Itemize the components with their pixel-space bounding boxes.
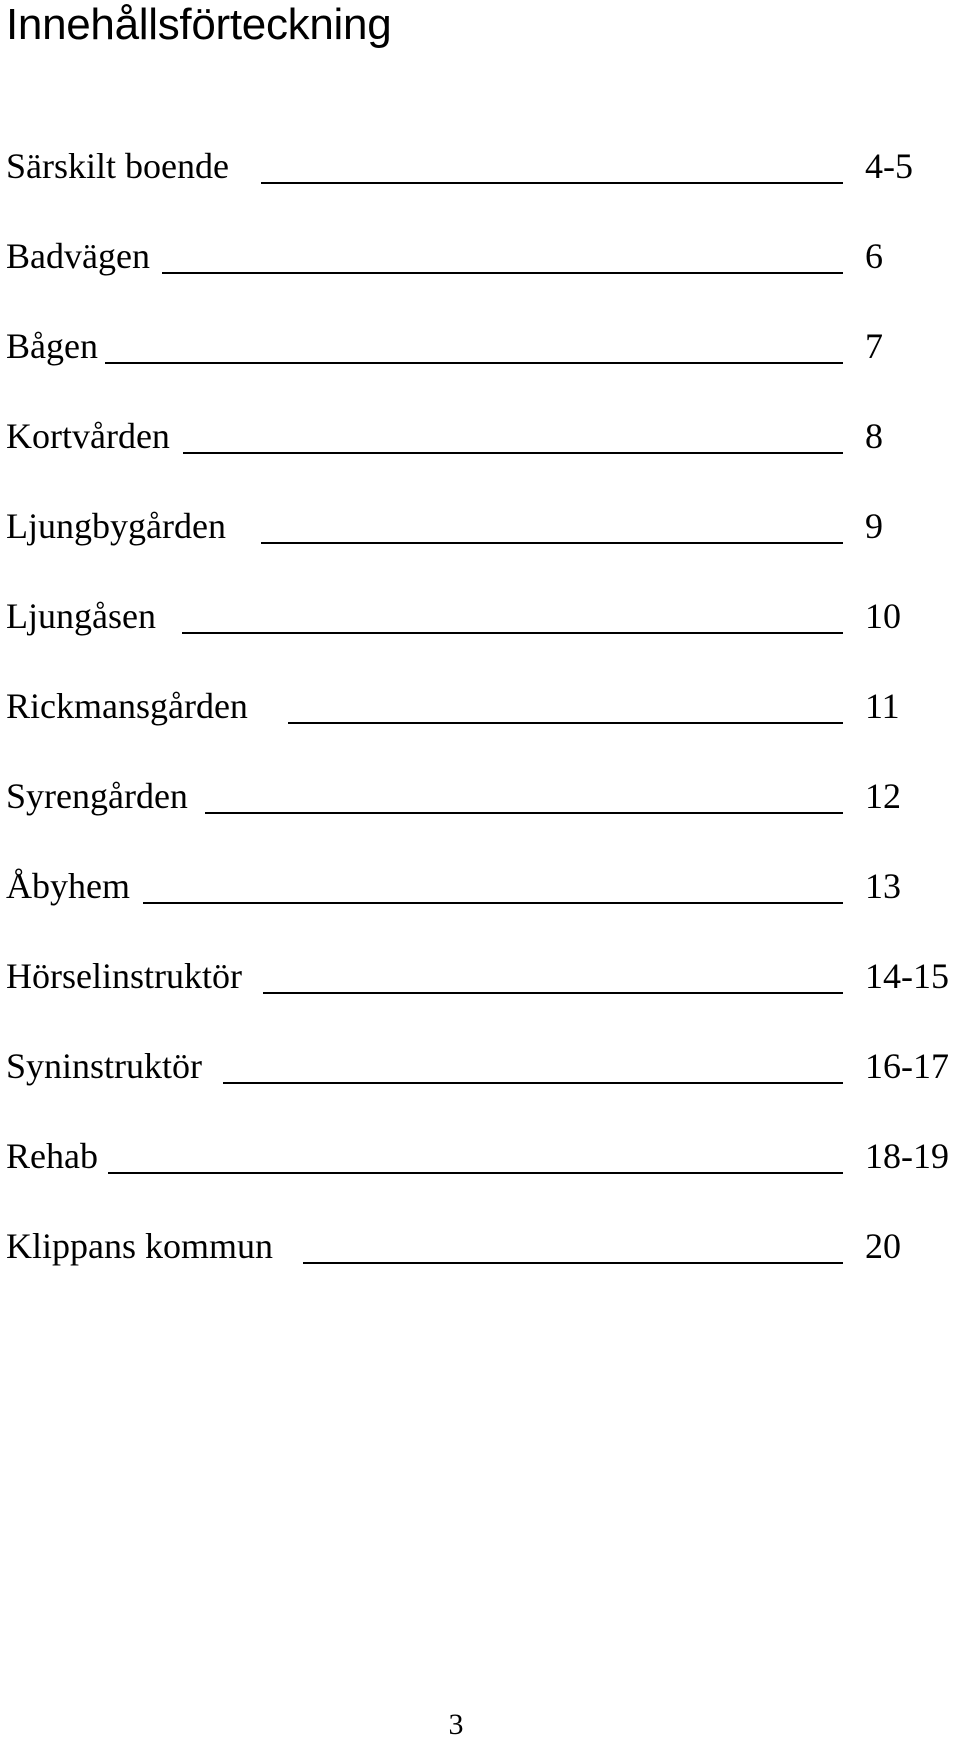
toc-entry-label: Bågen (6, 326, 98, 366)
toc-entry-label: Ljungåsen (6, 596, 156, 636)
toc-entry-label: Syninstruktör (6, 1046, 203, 1086)
toc-entry-page: 20 (865, 1226, 901, 1266)
toc-entry-page: 4-5 (865, 146, 913, 186)
toc-entry-page: 10 (865, 596, 901, 636)
toc-leader-line (261, 542, 843, 544)
toc-entry-label: Rickmansgården (6, 686, 248, 726)
toc-entry-syninstruktor (0, 1046, 960, 1096)
toc-entry-page: 13 (865, 866, 901, 906)
toc-leader-line (303, 1262, 843, 1264)
toc-entry-label: Åbyhem (6, 866, 130, 906)
toc-leader-line (108, 1172, 843, 1174)
toc-entry-kortvarden (0, 416, 960, 466)
toc-entry-page: 8 (865, 416, 883, 456)
toc-entry-label: Kortvården (6, 416, 170, 456)
toc-entry-label: Hörselinstruktör (6, 956, 242, 996)
toc-entry-ljungbygarden (0, 506, 960, 556)
toc-entry-label: Ljungbygården (6, 506, 226, 546)
toc-entry-syrengarden (0, 776, 960, 826)
toc-entry-klippans-kommun (0, 1226, 960, 1276)
toc-leader-line (263, 992, 843, 994)
toc-entry-page: 9 (865, 506, 883, 546)
toc-entry-horselinstruktor (0, 956, 960, 1006)
toc-entry-rehab (0, 1136, 960, 1186)
toc-entry-label: Särskilt boende (6, 146, 229, 186)
toc-entry-bagen (0, 326, 960, 376)
toc-entry-sarskilt-boende (0, 146, 960, 196)
toc-leader-line (182, 632, 843, 634)
toc-leader-line (223, 1082, 843, 1084)
toc-leader-line (183, 452, 843, 454)
toc-entry-label: Rehab (6, 1136, 98, 1176)
toc-entry-abyhem (0, 866, 960, 916)
toc-leader-line (205, 812, 843, 814)
page-title: Innehållsförteckning (6, 0, 392, 49)
toc-leader-line (288, 722, 843, 724)
toc-entry-page: 11 (865, 686, 900, 726)
toc-entry-page: 12 (865, 776, 901, 816)
toc-entry-page: 18-19 (865, 1136, 949, 1176)
toc-entry-label: Syrengården (6, 776, 188, 816)
page-number: 3 (448, 1708, 464, 1741)
toc-leader-line (143, 902, 843, 904)
toc-entry-rickmansgarden (0, 686, 960, 736)
toc-leader-line (261, 182, 843, 184)
toc-entry-badvagen (0, 236, 960, 286)
toc-entry-page: 16-17 (865, 1046, 949, 1086)
toc-entry-page: 14-15 (865, 956, 949, 996)
toc-entry-page: 6 (865, 236, 883, 276)
toc-entry-label: Badvägen (6, 236, 150, 276)
toc-leader-line (162, 272, 843, 274)
toc-entry-ljungasen (0, 596, 960, 646)
toc-leader-line (105, 362, 843, 364)
toc-entry-label: Klippans kommun (6, 1226, 273, 1266)
toc-entry-page: 7 (865, 326, 883, 366)
